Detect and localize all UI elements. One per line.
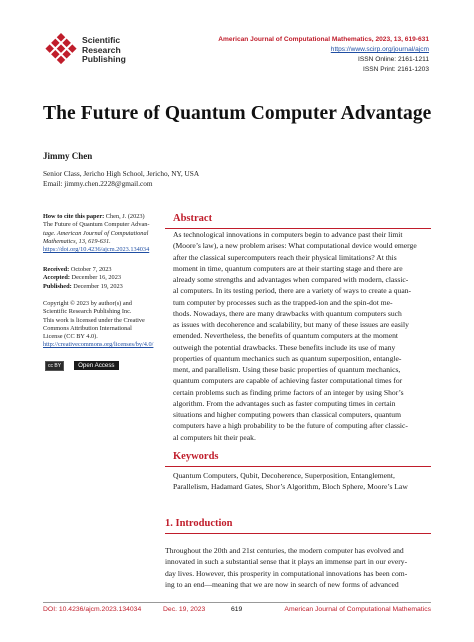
introduction-line: innovated in such a substantial sense that it plays an immense part in our every- (165, 557, 408, 567)
received-date: October 7, 2023 (70, 266, 112, 273)
abstract-line: quantum computers are capable of achieving faster computational times for (173, 376, 403, 386)
article-title: The Future of Quantum Computer Advantage (43, 103, 432, 124)
citation-text (43, 213, 163, 221)
citation-block (43, 213, 163, 254)
abstract-heading: Abstract (173, 213, 213, 224)
doi-link[interactable]: https://doi.org/10.4236/ajcm.2023.134034 (43, 246, 150, 254)
footer-journal: American Journal of Computational Mathematics (284, 606, 431, 613)
author-email: Email: jimmy.chen.2228@gmail.com (43, 179, 153, 188)
published-date: December 19, 2023 (73, 282, 123, 290)
keywords-heading: Keywords (173, 451, 219, 462)
abstract-body (173, 229, 431, 443)
keywords-line: Quantum Computers, Qubit, Decoherence, Superposition, Entanglement, (173, 471, 395, 480)
publisher-logo-icon (44, 33, 78, 67)
citation-label: How to cite this paper: (43, 213, 105, 220)
abstract-line: tum computer by processes such as the trapped-ion and the spin-dot me- (173, 297, 393, 307)
publisher-name-line: Research (82, 44, 121, 55)
accepted-date: December 16, 2023 (71, 274, 121, 282)
introduction-line: Throughout the 20th and 21st centuries, the modern computer has evolved and (165, 546, 404, 555)
abstract-line: computers have a high probability to be the future of computing after classic- (173, 421, 408, 431)
license-link[interactable]: http://creativecommons.org/licenses/by/4.0/ (43, 341, 154, 349)
open-access-badge: Open Access (74, 361, 118, 370)
citation-line: The Future of Quantum Computer Advan- (43, 221, 150, 229)
accepted-row (43, 274, 163, 282)
abstract-line: As technological innovations in computers begin to advance past their limit (173, 230, 403, 239)
abstract-line: properties of quantum mechanics such as quantum superposition, entangle- (173, 353, 402, 363)
journal-info (149, 35, 429, 75)
copyright-line: This work is licensed under the Creative (43, 316, 145, 324)
footer-doi: DOI: 10.4236/ajcm.2023.134034 (43, 606, 142, 613)
abstract-line: thods. Nowadays, there are many drawbacks with quantum computers such (173, 308, 402, 318)
issn-print: ISSN Print: 2161-1203 (363, 66, 429, 73)
dates-block (43, 266, 163, 291)
abstract-line: al computers. In its testing period, there are a variety of ways to create a quan- (173, 286, 412, 296)
received-label: Received: (43, 266, 70, 273)
publisher-name-line: Publishing (82, 54, 126, 64)
citation-line: tage. American Journal of Computational (43, 229, 149, 237)
keywords-body (173, 470, 435, 493)
abstract-line: as issues with decoherence and scalability, but many of these issues are easily (173, 320, 409, 329)
published-row (43, 283, 163, 291)
copyright-block (43, 300, 167, 350)
publisher-logo (44, 33, 164, 69)
copyright-line: License (CC BY 4.0). (43, 333, 98, 341)
publisher-name-line: Scientific (82, 35, 121, 45)
introduction-divider (165, 533, 431, 534)
issn-online: ISSN Online: 2161-1211 (358, 56, 429, 63)
author-affiliation: Senior Class, Jericho High School, Jericho, NY, USA (43, 169, 200, 178)
page-number: 619 (231, 606, 243, 613)
received-row (43, 266, 163, 274)
published-label: Published: (43, 282, 72, 290)
introduction-body (165, 545, 431, 590)
footer-divider (43, 602, 431, 603)
author-name: Jimmy Chen (43, 151, 93, 161)
abstract-line: (Moore’s law), a new problem arises: What computational device would emerge (173, 241, 417, 251)
journal-citation: American Journal of Computational Mathematics, 2023, 13, 619-631 (218, 36, 429, 43)
footer (43, 606, 435, 618)
citation-line: Mathematics, 13, 619-631. (43, 237, 111, 245)
cc-by-badge-icon[interactable]: cc BY (45, 361, 64, 371)
introduction-line: ing to an end—meaning that we are now in search of new forms of advanced (165, 579, 399, 589)
citation-line: Chen, J. (2023) (105, 213, 145, 220)
journal-url-link[interactable]: https://www.scirp.org/journal/ajcm (330, 46, 429, 53)
copyright-line: Copyright © 2023 by author(s) and (43, 300, 132, 307)
abstract-line: already some strengths and advantages when compared with modern, classic- (173, 275, 409, 284)
abstract-line: moment in time, quantum computers are at their starting stage and there are (173, 263, 403, 273)
abstract-line: after the classical supercomputers reach their physical limitations? At this (173, 252, 397, 262)
abstract-line: situations and higher computing powers than classical computers, quantum (173, 410, 401, 419)
abstract-line: certain problems such as finding prime factors of an integer by using Shor’s (173, 387, 404, 397)
publisher-name (82, 36, 126, 65)
abstract-line: outweigh the potential drawbacks. These benefits include its use of many (173, 342, 396, 352)
license-badges (45, 354, 119, 369)
keywords-line: Parallelism, Hadamard Gates, Shor’s Algorithm, Bloch Sphere, Moore’s Law (173, 482, 408, 492)
copyright-line: Scientific Research Publishing Inc. (43, 308, 132, 316)
abstract-line: emended. Nevertheless, the benefits of quantum computers at the moment (173, 331, 399, 341)
abstract-line: al computers hit their peak. (173, 432, 256, 442)
introduction-heading: 1. Introduction (165, 518, 233, 529)
accepted-label: Accepted: (43, 274, 70, 282)
abstract-line: ment, and parallelism. Using these basic properties of quantum mechanics, (173, 365, 401, 374)
footer-date: Dec. 19, 2023 (163, 606, 206, 613)
abstract-line: algorithm. From the advantages such as faster computing times in certain (173, 398, 396, 408)
introduction-line: day lives. However, this prosperity in computational innovations has been com- (165, 568, 408, 578)
copyright-line: Commons Attribution International (43, 324, 132, 332)
keywords-divider (165, 466, 431, 467)
